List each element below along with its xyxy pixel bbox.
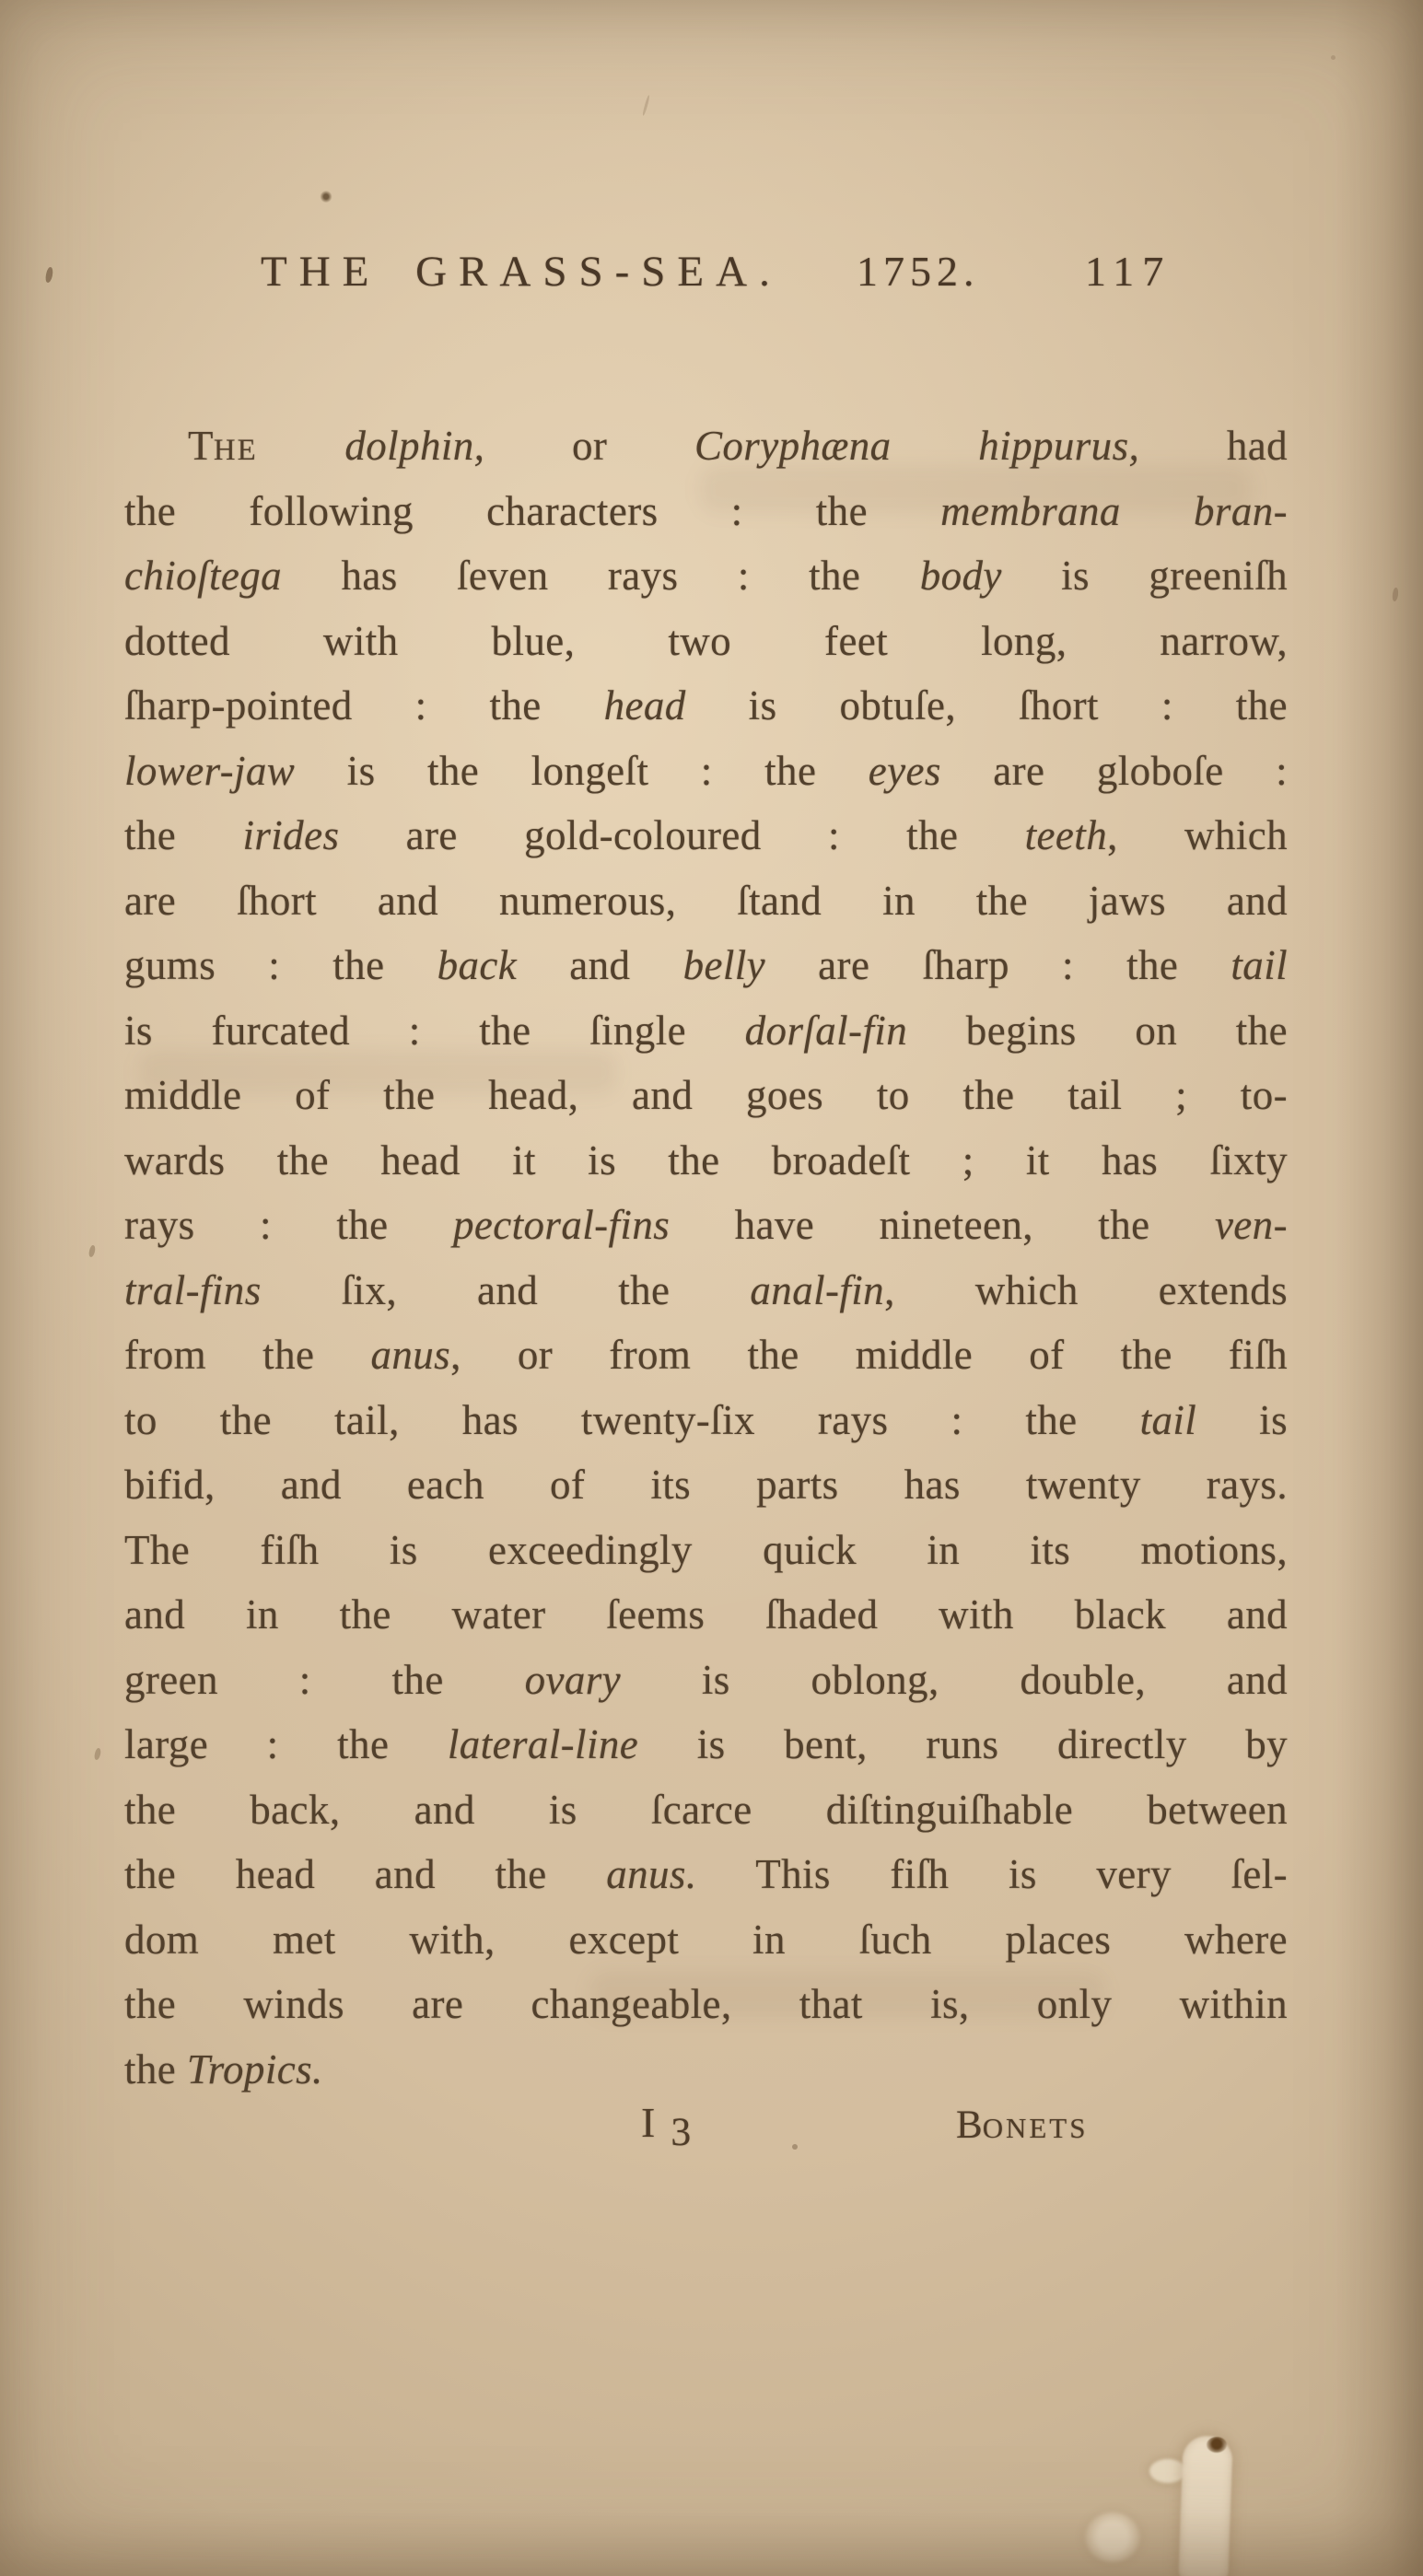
text-segment: is: [1196, 1396, 1288, 1443]
text-segment: , or from the middle of the fiſh: [450, 1332, 1288, 1378]
text-segment: ONETS: [982, 2112, 1089, 2144]
text-segment: HE: [213, 434, 258, 467]
running-header-year: 1752.: [857, 248, 980, 295]
text-segment: are ſharp : the: [765, 942, 1231, 988]
running-header: [0, 247, 1423, 321]
text-segment: belly: [682, 942, 766, 988]
text-line: [124, 1648, 1288, 1713]
text-line: [124, 1452, 1288, 1518]
text-segment: to the tail, has twenty-ſix rays : the: [124, 1396, 1140, 1443]
ink-speck: [1331, 55, 1336, 60]
text-line: [124, 1582, 1288, 1648]
text-line: [124, 609, 1288, 674]
printer-signature-mark: [641, 2098, 692, 2154]
text-segment: body: [919, 553, 1002, 599]
text-line: [124, 803, 1288, 868]
text-segment: has ſeven rays : the: [282, 553, 920, 599]
text-segment: and: [517, 942, 683, 988]
text-line: [124, 543, 1288, 609]
text-segment: lateral-line: [447, 1721, 639, 1767]
text-segment: or: [484, 423, 694, 469]
ink-speck: [642, 95, 650, 116]
paragraph-text-block: [124, 414, 1288, 2102]
text-line: [124, 1388, 1288, 1453]
water-stain: [1178, 2435, 1233, 2576]
text-segment: This fiſh is very ſel-: [696, 1851, 1289, 1897]
text-line: [124, 1258, 1288, 1323]
text-segment: membrana bran-: [940, 487, 1289, 534]
text-segment: middle of the head, and goes to the tail ; to-: [124, 1072, 1288, 1118]
text-segment: ven-: [1214, 1202, 1288, 1248]
text-line: [124, 1907, 1288, 1973]
text-segment: I: [641, 2099, 656, 2146]
text-line: [124, 1712, 1288, 1778]
text-line: [124, 868, 1288, 934]
text-segment: have nineteen, the: [670, 1202, 1215, 1248]
ink-blot: [1207, 2437, 1227, 2453]
text-segment: teeth: [1024, 812, 1108, 858]
text-segment: tral-fins: [124, 1266, 262, 1313]
text-segment: anus.: [606, 1851, 697, 1897]
text-segment: Tropics.: [186, 2046, 323, 2092]
text-segment: are gold-coloured : the: [339, 812, 1025, 858]
text-segment: wards the head it is the broadeſt ; it has ſixty: [124, 1136, 1288, 1183]
text-segment: head: [603, 682, 686, 729]
water-stain: [1149, 2459, 1186, 2483]
text-line: [124, 673, 1288, 739]
text-line: [124, 1842, 1288, 1907]
text-segment: is oblong, double, and: [621, 1656, 1288, 1703]
text-segment: chioſtega: [124, 553, 283, 599]
text-line: [124, 2037, 1288, 2103]
text-segment: and in the water ſeems ſhaded with black and: [124, 1591, 1288, 1638]
text-segment: is bent, runs directly by: [638, 1721, 1288, 1767]
text-segment: dolphin,: [344, 423, 485, 469]
text-segment: had: [1139, 423, 1288, 469]
text-segment: tail: [1139, 1396, 1197, 1443]
text-segment: the: [124, 2046, 187, 2092]
running-header-title: THE GRASS-SEA.: [261, 248, 782, 296]
text-segment: B: [956, 2104, 983, 2147]
text-segment: green : the: [124, 1656, 525, 1703]
text-segment: dorſal-fin: [744, 1007, 908, 1054]
text-line: [124, 739, 1288, 804]
text-segment: the back, and is ſcarce diſtinguiſhable between: [124, 1786, 1288, 1833]
text-segment: [258, 423, 345, 469]
text-segment: is furcated : the ſingle: [124, 1007, 745, 1054]
catchword: [956, 2103, 1088, 2148]
text-segment: ſharp-pointed : the: [124, 682, 604, 729]
text-segment: dom met with, except in ſuch places where: [124, 1916, 1288, 1963]
text-segment: anal-fin: [750, 1266, 885, 1313]
text-segment: gums : the: [124, 942, 437, 988]
text-segment: , which extends: [884, 1266, 1289, 1313]
text-segment: 3: [671, 2110, 692, 2154]
text-segment: Coryphæna hippurus,: [694, 423, 1140, 469]
water-stain: [1085, 2512, 1140, 2562]
text-segment: back: [437, 942, 518, 988]
text-segment: T: [188, 423, 214, 469]
text-line: [124, 1518, 1288, 1583]
text-segment: is obtuſe, ſhort : the: [685, 682, 1288, 729]
text-segment: dotted with blue, two feet long, narrow,: [124, 617, 1288, 664]
text-line: [124, 998, 1288, 1064]
text-segment: from the: [124, 1332, 371, 1378]
text-segment: the winds are changeable, that is, only within: [124, 1981, 1288, 2027]
page-number: 117: [1085, 248, 1172, 295]
ink-speck: [94, 1747, 102, 1760]
text-line: [124, 1778, 1288, 1843]
text-segment: rays : the: [124, 1202, 453, 1248]
text-segment: lower-jaw: [124, 747, 296, 794]
text-segment: the following characters : the: [124, 487, 941, 534]
text-segment: tail: [1231, 942, 1288, 988]
text-segment: irides: [242, 812, 340, 858]
ink-speck: [320, 190, 332, 204]
text-segment: is greeniſh: [1001, 553, 1288, 599]
page-edge-shadow: [0, 2512, 1423, 2576]
text-line: [124, 414, 1288, 479]
text-segment: the: [124, 812, 243, 858]
text-segment: large : the: [124, 1721, 448, 1767]
text-line: [124, 1193, 1288, 1258]
text-line: [124, 933, 1288, 998]
text-segment: The fiſh is exceedingly quick in its motions,: [124, 1526, 1288, 1573]
text-segment: ovary: [524, 1656, 622, 1703]
text-line: [124, 1128, 1288, 1194]
text-segment: anus: [370, 1332, 451, 1378]
text-segment: are globoſe :: [940, 747, 1288, 794]
text-segment: are ſhort and numerous, ſtand in the jaws and: [124, 877, 1288, 924]
text-line: [124, 479, 1288, 544]
text-segment: is the longeſt : the: [295, 747, 869, 794]
ink-speck: [88, 1244, 97, 1257]
text-line: [124, 1323, 1288, 1388]
text-segment: ſix, and the: [261, 1266, 751, 1313]
text-segment: , which: [1107, 812, 1289, 858]
text-segment: bifid, and each of its parts has twenty rays.: [124, 1462, 1288, 1508]
page-edge-shadow: [1336, 0, 1423, 2576]
text-segment: begins on the: [907, 1007, 1288, 1054]
text-line: [124, 1063, 1288, 1128]
text-line: [124, 1972, 1288, 2037]
text-segment: the head and the: [124, 1851, 607, 1897]
text-segment: pectoral-fins: [452, 1202, 671, 1248]
ink-speck: [1392, 588, 1399, 602]
ink-speck: [792, 2144, 798, 2150]
text-segment: eyes: [868, 747, 941, 794]
